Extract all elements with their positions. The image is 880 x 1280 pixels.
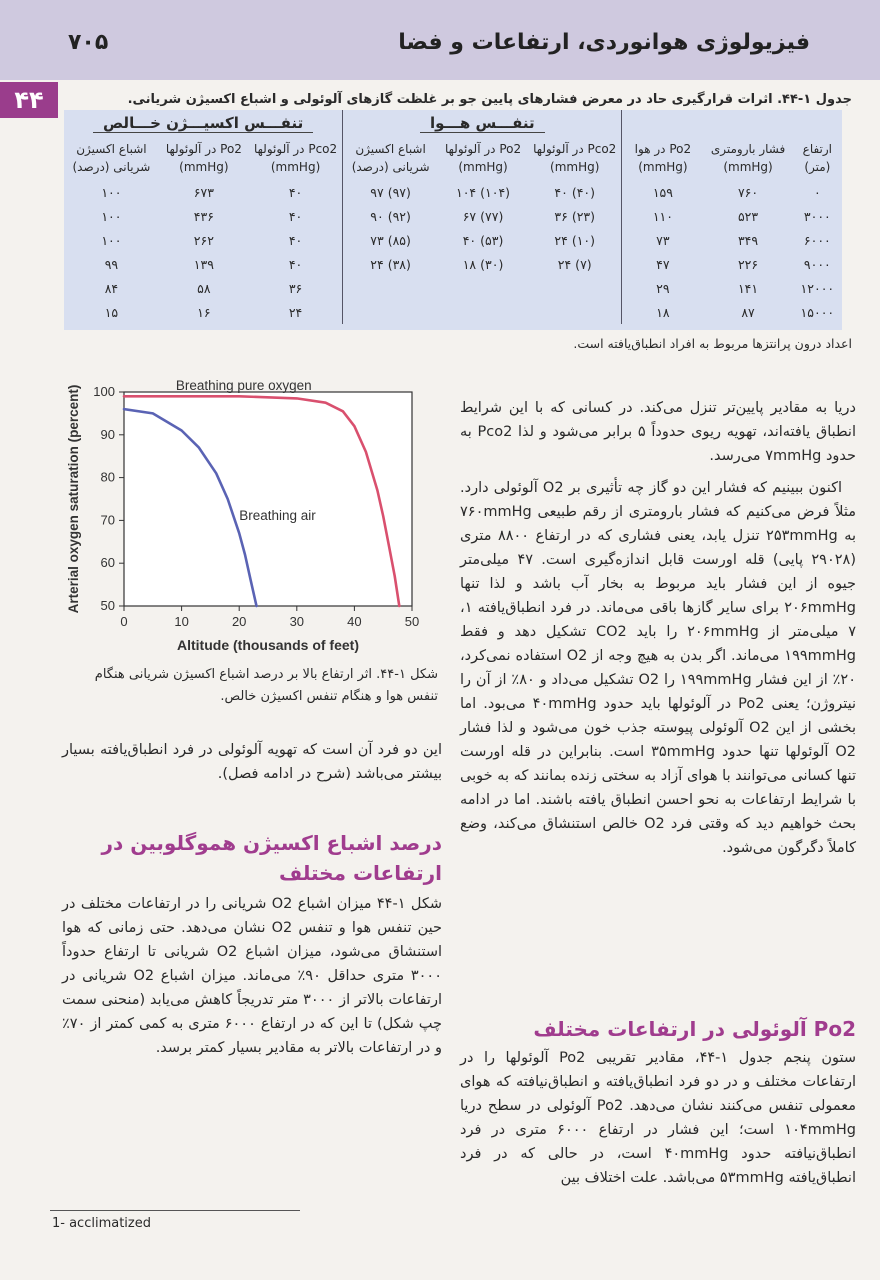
table-cell: ۴۰ [288, 184, 303, 200]
table-cell: (۵۳) ۴۰ [462, 232, 504, 248]
table-cell: ۱۰۰ [101, 208, 122, 224]
table-cell: ۰ [813, 184, 821, 200]
table-row [64, 180, 842, 204]
chart-svg [60, 352, 440, 660]
table-row [64, 300, 842, 324]
table-cell: ۳۶ [288, 280, 303, 296]
chapter-title: فیزیولوژی هوانوردی، ارتفاعات و فضا [398, 30, 810, 55]
left-column-heading: درصد اشباع اکسیژن هموگلوبین در ارتفاعات مختلف [101, 831, 442, 885]
footnote-rule [50, 1210, 300, 1211]
table-cell [438, 300, 528, 324]
table-cell: ۱۲۰۰۰ [800, 280, 835, 296]
y-tick-label: 70 [100, 512, 115, 528]
table-cell: ۳۰۰۰ [803, 208, 831, 224]
col-header: اشباع اکسیژن شریانی (درصد) [72, 142, 151, 174]
col-header: اشباع اکسیژن شریانی (درصد) [343, 136, 438, 180]
table-cell: ۳۴۹ [737, 232, 759, 248]
y-tick-label: 50 [100, 598, 115, 613]
table-cell: ۹۹ [104, 256, 119, 272]
group-header-oxygen: تنفـــس اکسیـــژن خـــالص [64, 110, 343, 136]
table-cell: ۲۶۲ [193, 232, 214, 248]
chapter-tab: ۴۴ [0, 82, 58, 118]
table-cell: (۳۰) ۱۸ [462, 256, 504, 272]
table-cell: ۲۹ [622, 276, 704, 300]
figure-caption: شکل ۱-۴۴. اثر ارتفاع بالا بر درصد اشباع اکسیژن شریانی هنگام تنفس هوا و هنگام تنفس اکسیژن خالص. [94, 667, 438, 704]
col-header: فشار بارومتری (mmHg) [710, 142, 786, 174]
series-label: Breathing air [239, 508, 316, 524]
col-header: Pco2 در آلوئولها (mmHg) [533, 142, 617, 174]
table-cell: ۱۰۰ [101, 184, 122, 200]
table-cell: ۱۵ [104, 304, 119, 320]
y-tick-label: 90 [100, 426, 115, 442]
col-header: ارتفاع (متر) [802, 142, 833, 174]
table-cell: ۱۶ [197, 304, 211, 320]
y-tick-label: 60 [100, 555, 115, 571]
table-caption: جدول ۱-۴۴. اثرات قرارگیری حاد در معرض فشارهای پایین جو بر غلظت گازهای آلوئولی و اشباع اکسیژن شریانی. [127, 92, 852, 107]
table-cell: ۱۵۰۰۰ [800, 304, 835, 320]
x-axis-label: Altitude (thousands of feet) [177, 637, 359, 653]
plot-frame [124, 392, 412, 606]
table-row [64, 252, 842, 276]
table-cell: ۹۰۰۰ [803, 256, 831, 272]
table-row [64, 276, 842, 300]
table-body [64, 180, 842, 324]
table-cell: ۱۸ [622, 300, 704, 324]
table-cell [528, 300, 622, 324]
col-header: Pco2 در آلوئولها (mmHg) [253, 142, 338, 174]
table-cell: (۹۲) ۹۰ [343, 204, 438, 228]
series-label: Breathing pure oxygen [175, 378, 312, 393]
y-axis-label: Arterial oxygen saturation (percent) [66, 384, 81, 614]
table-cell: ۱۰۰ [101, 232, 122, 248]
table-cell: ۸۴ [104, 280, 119, 296]
table-cell: (۹۷) ۹۷ [343, 180, 438, 204]
table-cell: (۳۸) ۲۴ [343, 252, 438, 276]
table-cell: (۱۰) ۲۴ [554, 232, 596, 248]
table-cell: ۷۶۰ [737, 184, 759, 200]
col-header: Po2 در هوا (mmHg) [622, 136, 704, 180]
table-cell: ۴۰ [288, 208, 303, 224]
left-column-p2: شکل ۱-۴۴ میزان اشباع O2 شریانی را در ارتفاعات مختلف در حین تنفس هوا و تنفس O2 نشان می‌دهد. حتی زمانی که هوا استنشاق می‌شود، میزان اشباع O2 شریانی تا ارتفاع حدوداً ۳۰۰۰ متری حداقل ۹۰٪ می‌ماند. میزان اشباع O2 شریانی در ارتفاعات بالاتر از ۳۰۰۰ متر تدریجاً کاهش می‌یابد (منحنی سمت چپ شکل) تا این که در ارتفاع ۶۰۰۰ متری به کمی کمتر از ۷۰٪ و در ارتفاعات بالاتر به مقادیر بسیار کمتر برسد. [62, 896, 443, 1056]
table-cell: ۷۳ [622, 228, 704, 252]
right-column-p2: اکنون ببینیم که فشار این دو گاز چه تأثیری بر O2 آلوئولی دارد. مثلاً فرض می‌کنیم که فشار بارومتری از رقم طبیعی ۷۶۰mmHg به ۲۵۳mmHg تنزل یابد، یعنی فشاری که در ارتفاع ۸۸۰۰ متری (۲۹۰۲۸ پایی) قله اورست قابل اندازه‌گیری است. ۴۷ میلی‌متر جیوه از این فشار باید مربوط به بخار آب باشد و لذا تنها ۲۰۶mmHg برای سایر گازها باقی می‌ماند. در فرد انطباق‌یافته ۱، ۷ میلی‌متر از ۲۰۶mmHg را باید CO2 تشکیل دهد و فقط ۱۹۹mmHg می‌ماند. اگر بدن به هیچ وجه از O2 استفاده نمی‌کرد، ۲۰٪ از این فشار ۱۹۹mmHg را O2 تشکیل می‌داد و ۸۰٪ از آن را نیتروژن؛ یعنی Po2 در آلوئولها باید حدود ۴۰mmHg می‌بود. اما بخشی از این O2 آلوئولی پیوسته جذب خون می‌شود و لذا فشار O2 آلوئولها تنها حدود ۳۵mmHg است. بنابراین در قله اورست تنها کسانی می‌توانند با هوای آزاد به سختی زنده بمانند که به خوبی با شرایط ارتفاعات به نحو احسن انطباق یافته باشند. اما در ادامه بحث خواهیم دید که وقتی فرد O2 خالص استنشاق می‌کند، وضع کاملاً دگرگون می‌شود. [460, 480, 857, 856]
table-cell: ۴۷ [622, 252, 704, 276]
right-column-heading: Po2 آلوئولی در ارتفاعات مختلف [533, 1017, 856, 1041]
right-column-p3: ستون پنجم جدول ۱-۴۴، مقادیر تقریبی Po2 آلوئولها را در ارتفاعات مختلف و در دو فرد انطباق‌یافته و انطباق‌نیافته که هوای معمولی تنفس می‌کنند نشان می‌دهد. Po2 آلوئولی در سطح دریا ۱۰۴mmHg است؛ این فشار در ارتفاع ۶۰۰۰ متری در فرد انطباق‌نیافته حدود ۴۰mmHg است، در حالی که در فرد انطباق‌یافته ۵۳mmHg می‌باشد. علت اختلاف بین [460, 1050, 857, 1186]
saturation-chart [60, 352, 440, 660]
table-cell: (۴۰) ۴۰ [554, 184, 596, 200]
table-row [64, 228, 842, 252]
table-cell: ۲۴ [288, 304, 303, 320]
footnote: 1- acclimatized [52, 1216, 151, 1231]
table-cell: ۴۰ [288, 232, 303, 248]
x-tick-label: 40 [347, 614, 362, 629]
table-cell: ۴۳۶ [193, 208, 214, 224]
table-row [64, 204, 842, 228]
table-cell: ۱۵۹ [622, 180, 704, 204]
col-header: Po2 در آلوئولها (mmHg) [444, 142, 522, 174]
table-cell [528, 276, 622, 300]
left-column-p1: این دو فرد آن است که تهویه آلوئولی در فرد انطباق‌یافته بسیار بیشتر می‌باشد (شرح در ادامه فصل). [62, 742, 442, 782]
group-header-air: تنفـــس هـــوا [343, 110, 622, 136]
table-cell [438, 276, 528, 300]
table-cell: ۱۳۹ [193, 256, 214, 272]
table-cell: (۷) ۲۴ [557, 256, 592, 272]
x-tick-label: 0 [120, 614, 128, 629]
table-cell: (۸۵) ۷۳ [343, 228, 438, 252]
right-column-p1: دریا به مقادیر پایین‌تر تنزل می‌کند. در کسانی که با این شرایط انطباق یافته‌اند، تهویه ریوی حدوداً ۵ برابر می‌شود و لذا Pco2 به حدود ۷mmHg می‌رسد. [460, 400, 856, 464]
table-cell: (۲۳) ۳۶ [554, 208, 596, 224]
x-tick-label: 30 [289, 614, 305, 629]
page-number: ۷۰۵ [68, 30, 109, 55]
x-tick-label: 20 [231, 614, 247, 629]
y-tick-label: 100 [93, 384, 115, 399]
y-tick-label: 80 [100, 469, 115, 485]
data-table-container [64, 110, 842, 330]
table-cell: ۴۰ [288, 256, 303, 272]
table-cell: (۷۷) ۶۷ [462, 208, 504, 224]
table-cell: ۱۱۰ [622, 204, 704, 228]
table-cell: (۱۰۴) ۱۰۴ [456, 184, 511, 200]
table-note: اعداد درون پرانتزها مربوط به افراد انطباق‌یافته است. [573, 336, 852, 351]
table-cell: ۲۲۶ [737, 256, 759, 272]
table-cell [343, 300, 438, 324]
table-cell [343, 276, 438, 300]
table-cell: ۸۷ [741, 304, 755, 320]
header-band [0, 0, 880, 80]
table-cell: ۱۴۱ [737, 280, 759, 296]
table-cell: ۵۲۳ [737, 208, 759, 224]
x-tick-label: 50 [404, 614, 420, 629]
data-table [64, 110, 842, 324]
x-tick-label: 10 [174, 614, 189, 629]
table-cell: ۶۰۰۰ [803, 232, 831, 248]
table-cell: ۶۷۳ [193, 184, 214, 200]
col-header: Po2 در آلوئولها (mmHg) [165, 142, 242, 174]
table-cell: ۵۸ [197, 280, 211, 296]
